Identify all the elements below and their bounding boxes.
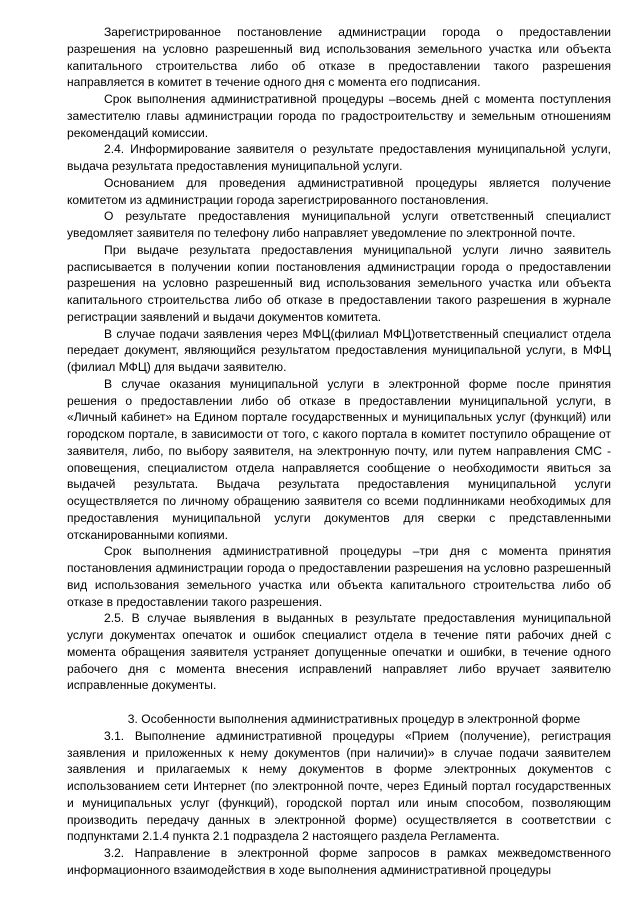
paragraph: Основанием для проведения административной процедуры является получение комитетом из администрации города зарегистрированного постановления. <box>67 175 611 207</box>
paragraph: 2.4. Информирование заявителя о результате предоставления муниципальной услуги, выдача результата предоставления муниципальной услуги. <box>67 142 611 173</box>
section-heading: 3. Особенности выполнения административных процедур в электронной форме <box>127 712 581 726</box>
paragraph: 2.5. В случае выявления в выданных в результате предоставления муниципальной услуги документах опечаток и ошибок специалист отдела в течение пяти рабочих дней с момента обращения заявителя устраняет допущенные опечатки и ошибки, в течение одного рабочего дня с момента внесения исправлений направляет либо вручает заявителю исправленные документы. <box>67 611 611 693</box>
blank-line <box>67 694 611 711</box>
paragraph: О результате предоставления муниципальной услуги ответственный специалист уведомляет заявителя по телефону либо направляет уведомление по электронной почте. <box>67 209 611 240</box>
paragraph: Срок выполнения административной процедуры –три дня с момента принятия постановления администрации города о предоставлении разрешения на условно разрешенный вид использования земельного участка или объекта капитального строительства либо об отказе в предоставлении такого разрешения. <box>67 544 611 609</box>
paragraph: Зарегистрированное постановление администрации города о предоставлении разрешения на условно разрешенный вид использования земельного участка или объекта капитального строительства либо об отказе в предоставлении такого разрешения направляется в комитет в течение одного дня с момента его подписания. <box>67 25 611 90</box>
paragraph: В случае оказания муниципальной услуги в электронной форме после принятия решения о предоставлении либо об отказе в предоставлении муниципальной услуги, в «Личный кабинет» на Едином портале государственных и муниципальных услуг (функций) или городском портале, в зависимости от того, с какого портала в комитет поступило обращение от заявителя, либо, по выбору заявителя, на электронную почту, или путем направления СМС - оповещения, специалистом отдела направляется сообщение о необходимости явиться за выдачей результата. Выдача результата предоставления муниципальной услуги осуществляется по личному обращению заявителя со всеми подлинниками необходимых для предоставления муниципальной услуги документов для сверки с представленными отсканированными копиями. <box>67 376 611 542</box>
paragraph: В случае подачи заявления через МФЦ(филиал МФЦ)ответственный специалист отдела передает документ, являющийся результатом предоставления муниципальной услуги, в МФЦ (филиал МФЦ) для выдачи заявителю. <box>67 326 611 374</box>
paragraph: 3.2. Направление в электронной форме запросов в рамках межведомственного информационного взаимодействия в ходе выполнения административной процедуры <box>67 846 611 877</box>
paragraph: При выдаче результата предоставления муниципальной услуги лично заявитель расписывается в получении копии постановления администрации города о предоставлении разрешения на условно разрешенный вид использования земельного участка или объекта капитального строительства либо об отказе в предоставлении такого разрешения в журнале регистрации заявлений и выдачи документов комитета. <box>67 242 611 324</box>
paragraph: 3.1. Выполнение административной процедуры «Прием (получение), регистрация заявления и приложенных к нему документов (при наличии)» в случае подачи заявителем заявления и прилагаемых к нему документов в форме электронных документов с использованием сети Интернет (по электронной почте, через Единый портал государственных и муниципальных услуг (функций), городской портал или иным способом, позволяющим производить передачу данных в электронной форме) осуществляется в соответствии с подпунктами 2.1.4 пункта 2.1 подраздела 2 настоящего раздела Регламента. <box>67 728 611 844</box>
paragraph: Срок выполнения административной процедуры –восемь дней с момента поступления заместителю главы администрации города по градостроительству и земельным отношениям рекомендаций комиссии. <box>67 92 611 140</box>
document-page <box>67 24 611 879</box>
